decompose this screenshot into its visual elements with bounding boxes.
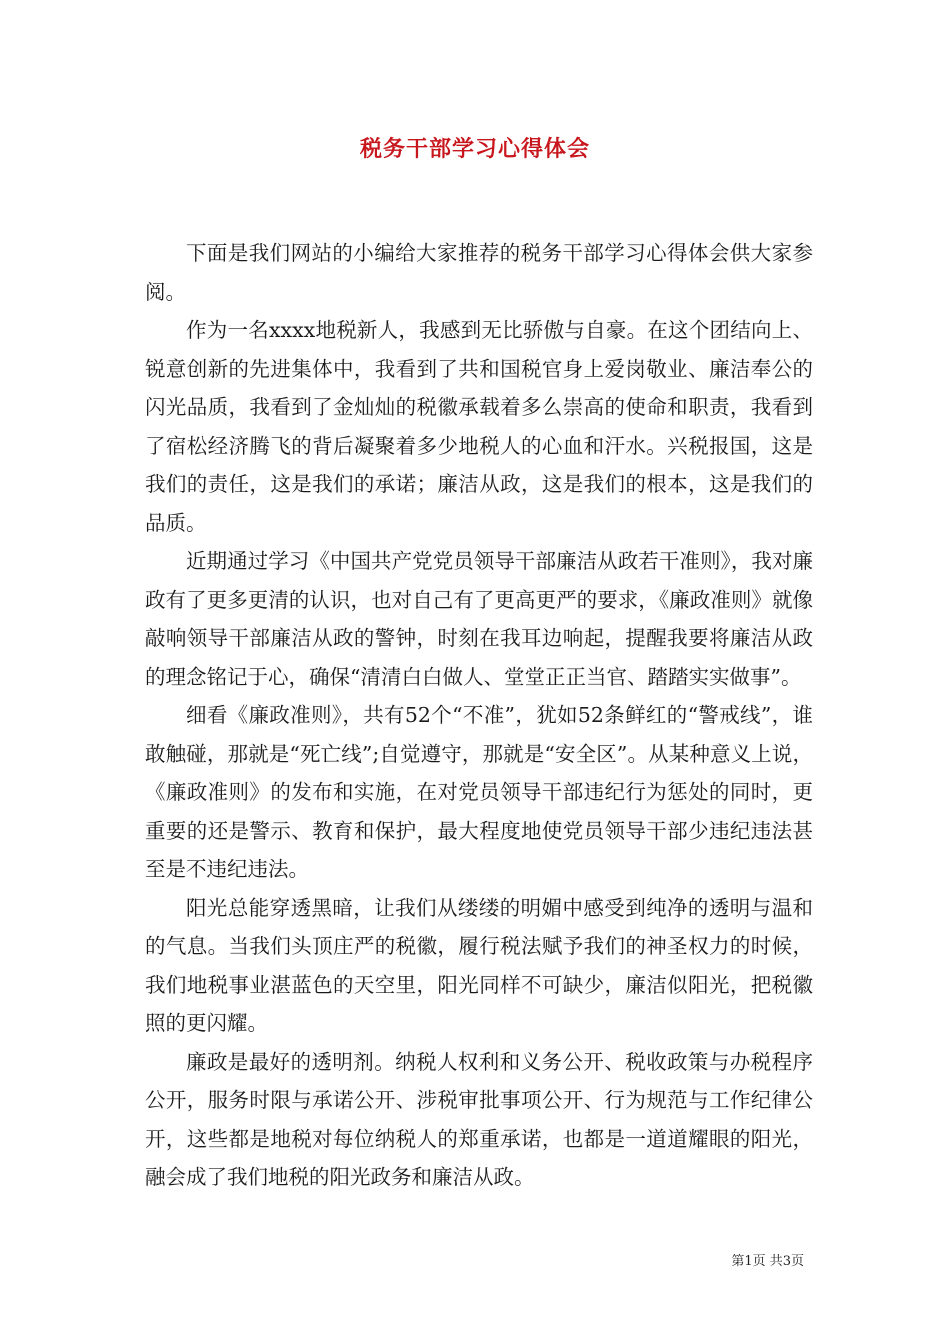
paragraph-3: 近期通过学习《中国共产党党员领导干部廉洁从政若干准则》，我对廉政有了更多更清的认识，也对自己有了更高更严的要求，《廉政准则》就像敲响领导干部廉洁从政的警钟，时刻在我耳边响起，提醒我要将廉洁从政的理念铭记于心，确保“清清白白做人、堂堂正正当官、踏踏实实做事”。 xyxy=(145,549,813,689)
paragraph-4: 细看《廉政准则》，共有52个“不准”，犹如52条鲜红的“警戒线”，谁敢触碰，那就是“死亡线”;自觉遵守，那就是“安全区”。从某种意义上说，《廉政准则》的发布和实施，在对党员领导干部违纪行为惩处的同时，更重要的还是警示、教育和保护，最大程度地使党员领导干部少违纪违法甚至是不违纪违法。 xyxy=(145,703,813,881)
page-number: 第1页 共3页 xyxy=(731,1254,804,1269)
document-body xyxy=(145,234,813,1197)
page-title: 税务干部学习心得体会 xyxy=(359,136,590,162)
paragraph-2: 作为一名xxxx地税新人，我感到无比骄傲与自豪。在这个团结向上、锐意创新的先进集体中，我看到了共和国税官身上爱岗敬业、廉洁奉公的闪光品质，我看到了金灿灿的税徽承载着多么崇高的使命和职责，我看到了宿松经济腾飞的背后凝聚着多少地税人的心血和汗水。兴税报国，这是我们的责任，这是我们的承诺；廉洁从政，这是我们的根本，这是我们的品质。 xyxy=(145,318,813,535)
paragraph-intro: 下面是我们网站的小编给大家推荐的税务干部学习心得体会供大家参阅。 xyxy=(145,241,813,304)
paragraph-6: 廉政是最好的透明剂。纳税人权利和义务公开、税收政策与办税程序公开，服务时限与承诺公开、涉税审批事项公开、行为规范与工作纪律公开，这些都是地税对每位纳税人的郑重承诺，也都是一道道耀眼的阳光，融会成了我们地税的阳光政务和廉洁从政。 xyxy=(145,1049,813,1189)
paragraph-5: 阳光总能穿透黑暗，让我们从缕缕的明媚中感受到纯净的透明与温和的气息。当我们头顶庄严的税徽，履行税法赋予我们的神圣权力的时候，我们地税事业湛蓝色的天空里，阳光同样不可缺少，廉洁似阳光，把税徽照的更闪耀。 xyxy=(145,895,813,1035)
